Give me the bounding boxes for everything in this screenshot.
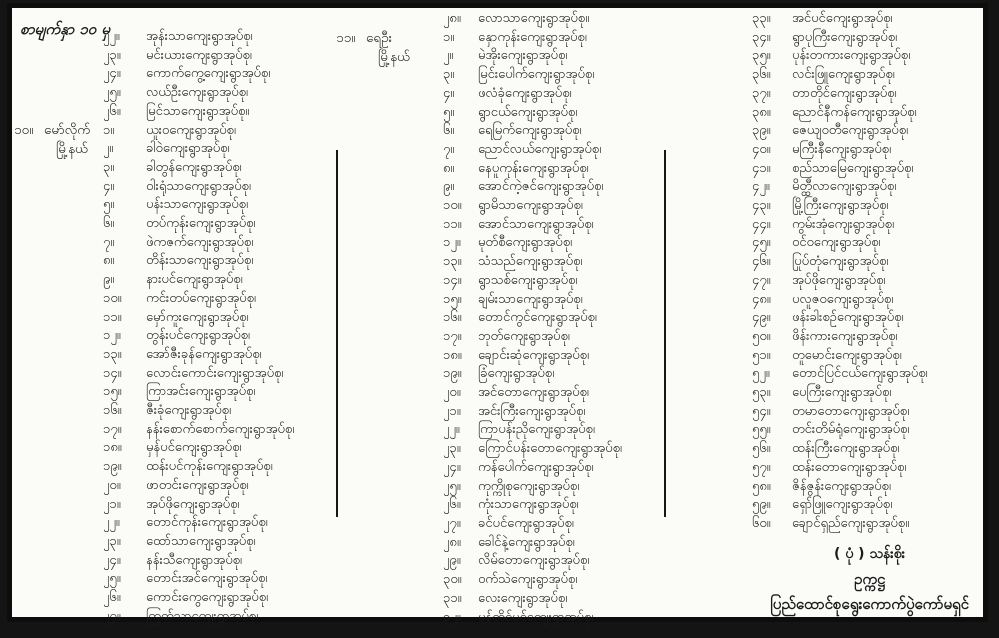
village-tract-item <box>752 403 978 422</box>
village-tract-item <box>443 291 675 310</box>
item-number: ၅၁။ <box>752 347 771 363</box>
item-number: ၁။ <box>103 122 115 138</box>
item-number: ၃၈။ <box>752 104 771 120</box>
item-number: ၄၈။ <box>752 291 771 307</box>
village-tract-item <box>443 609 675 628</box>
village-tract-item <box>103 140 329 159</box>
village-tract-item <box>443 365 675 384</box>
item-name: လင်းဖြူကျေးရွာအုပ်စု၊ <box>792 67 895 83</box>
item-name: နားပင်ကျေးရွာအုပ်စု၊ <box>146 272 243 288</box>
item-number: ၅၅။ <box>752 422 771 438</box>
item-name: တောင်ကွင်ကျေးရွာအုပ်စု၊ <box>478 310 597 326</box>
item-name: အင်တောကျေးရွာအုပ်စု၊ <box>478 385 589 401</box>
list-column-3 <box>752 10 978 534</box>
item-name: ရွာပုကြီးကျေးရွာအုပ်စု၊ <box>792 29 898 45</box>
item-number: ၉။ <box>443 179 455 195</box>
item-number: ၄၀။ <box>752 141 771 157</box>
item-name: မုန်တိုင်ပင်ကျေးရွာအုပ်စု၊ <box>478 609 594 625</box>
item-name: ကင်းတပ်ကျေးရွာအုပ်စု၊ <box>146 290 256 306</box>
item-name: ဖလံခုံကျေးရွာအုပ်စု၊ <box>478 85 572 101</box>
item-name: အုပ်ဖိုကျေးရွာအုပ်စု၊ <box>146 496 240 512</box>
page-sheet <box>7 3 988 625</box>
item-number: ၈။ <box>443 160 455 176</box>
item-name: ကြာအင်းကျေးရွာအုပ်စု၊ <box>146 384 256 400</box>
item-name: ခေါင်နဲ့ကျေးရွာအုပ်စု၊ <box>478 534 575 550</box>
item-number: ၂၂။ <box>103 515 120 531</box>
item-name: အင်ပင်ကျေးရွာအုပ်စု၊ <box>792 11 893 26</box>
item-number: ၃။ <box>103 159 115 175</box>
village-tract-item <box>752 122 978 141</box>
item-number: ၅၄။ <box>752 403 771 419</box>
village-tract-item <box>103 514 329 533</box>
village-tract-item <box>443 571 675 590</box>
signatory-name: ( ပုံ ) သန်းစိုး <box>834 546 906 562</box>
township-number: ၁၁။ <box>336 30 356 46</box>
village-tract-item <box>443 197 675 216</box>
item-name: မြင်သာကျေးရွာအုပ်စု။ <box>146 103 250 119</box>
item-name: ခါဝဲကျေးရွာအုပ်စု၊ <box>146 141 230 157</box>
village-tract-item <box>752 85 978 104</box>
item-number: ၃၀။ <box>443 572 462 588</box>
item-number: ၄၄။ <box>752 216 771 232</box>
village-tract-item <box>752 66 978 85</box>
item-number: ၂၇။ <box>103 608 121 624</box>
village-tract-item <box>752 47 978 66</box>
village-tract-item <box>752 197 978 216</box>
village-tract-item <box>443 253 675 272</box>
village-tract-item <box>443 478 675 497</box>
item-number: ၂၈။ <box>443 534 461 550</box>
village-tract-item <box>752 440 978 459</box>
item-number: ၆။ <box>103 216 115 232</box>
list-column-2 <box>443 10 675 627</box>
item-name: ယူးဝကျေးရွာအုပ်စု၊ <box>146 122 236 138</box>
item-name: ကောက်ကွေ့ကျေးရွာအုပ်စု၊ <box>146 66 271 82</box>
village-tract-item <box>103 103 329 122</box>
item-name: အင်းကြီးကျေးရွာအုပ်စု၊ <box>478 403 586 419</box>
item-name: ဝါးရုံသာကျေးရွာအုပ်စု၊ <box>146 178 251 194</box>
item-number: ၄၆။ <box>752 254 771 270</box>
item-name: လောသာကျေးရွာအုပ်စု။ <box>478 11 590 26</box>
item-name: မင်းယားကျေးရွာအုပ်စု၊ <box>146 47 252 63</box>
item-number: ၃၆။ <box>752 67 771 83</box>
item-number: ၁၀။ <box>443 198 462 214</box>
township-label-mawlaik <box>14 121 90 158</box>
village-tract-item <box>443 178 675 197</box>
item-number: ၅။ <box>443 104 455 120</box>
village-tract-item <box>752 104 978 123</box>
item-name: နှောကုန်းကျေးရွာအုပ်စု၊ <box>478 29 587 45</box>
village-tract-item <box>443 459 675 478</box>
item-number: ၁၄။ <box>443 272 462 288</box>
township-number: ၁၀။ <box>14 122 34 138</box>
item-name: တမာတောကျေးရွာအုပ်စု၊ <box>792 403 910 419</box>
village-tract-item <box>103 28 329 47</box>
item-number: ၁၅။ <box>103 384 122 400</box>
village-tract-item <box>752 478 978 497</box>
item-number: ၂၁။ <box>443 403 461 419</box>
item-name: လိမ်တောကျေးရွာအုပ်စု၊ <box>478 553 590 569</box>
item-number: ၂၂။ <box>103 29 120 44</box>
item-number: ၅။ <box>103 197 115 213</box>
village-tract-item <box>103 65 329 84</box>
item-number: ၁၆။ <box>443 310 462 326</box>
village-tract-item <box>103 309 329 328</box>
village-tract-item <box>752 347 978 366</box>
village-tract-item <box>752 515 978 534</box>
item-number: ၂၇။ <box>443 515 461 531</box>
item-name: သံသည်ကျေးရွာအုပ်စု၊ <box>478 254 583 270</box>
item-name: ဖဲကဇက်ကျေးရွာအုပ်စု၊ <box>146 234 254 250</box>
village-tract-item <box>752 234 978 253</box>
village-tract-item <box>103 47 329 66</box>
village-tract-item <box>103 178 329 197</box>
item-name: ပေကြီးကျေးရွာအုပ်စု၊ <box>792 385 892 401</box>
item-name: ဇိန်ဇွန်းကျေးရွာအုပ်စု၊ <box>792 478 891 494</box>
village-tract-item <box>103 196 329 215</box>
item-name: ဖာတင်းကျေးရွာအုပ်စု၊ <box>146 477 249 493</box>
item-name: ရွာငယ်ကျေးရွာအုပ်စု၊ <box>478 104 578 120</box>
item-number: ၂၆။ <box>103 590 121 606</box>
village-tract-item <box>752 384 978 403</box>
village-tract-item <box>103 215 329 234</box>
village-tract-item <box>752 178 978 197</box>
village-tract-item <box>443 216 675 235</box>
item-number: ၂၉။ <box>443 553 461 569</box>
village-tract-item <box>443 309 675 328</box>
item-name: ရွာသစ်ကျေးရွာအုပ်စု၊ <box>478 272 578 288</box>
item-number: ၁၀။ <box>103 290 122 306</box>
item-name: ကောင်းကွေကျေးရွာအုပ်စု၊ <box>146 590 269 606</box>
item-number: ၁၈။ <box>103 440 122 456</box>
item-name: ထန်းကြီးကျေးရွာအုပ်စု၊ <box>792 441 900 457</box>
village-tract-item <box>103 159 329 178</box>
item-number: ၂၄။ <box>103 66 121 82</box>
item-name: အောင်ကဲ့ဇင်ကျေးရွာအုပ်စု၊ <box>478 179 604 195</box>
item-number: ၂၅။ <box>103 571 121 587</box>
village-tract-item <box>443 104 675 123</box>
township-name: ရေဦး <box>366 30 392 46</box>
item-name: တာတိုင်ကျေးရွာအုပ်စု၊ <box>792 85 897 101</box>
item-name: မကြီးနီကျေးရွာအုပ်စု၊ <box>792 141 892 157</box>
item-number: ၁၇။ <box>443 328 462 344</box>
item-name: တောင်ကုန်းကျေးရွာအုပ်စု၊ <box>146 515 268 531</box>
item-name: ထန်းတောကျေးရွာအုပ်စု၊ <box>792 459 907 475</box>
item-name: လောင်းကောင်းကျေးရွာအုပ်စု၊ <box>146 365 284 381</box>
village-tract-item <box>443 10 675 29</box>
village-tract-item <box>443 85 675 104</box>
item-name: ဘုတ်ကျေးရွာအုပ်စု၊ <box>478 328 570 344</box>
village-tract-item <box>443 534 675 553</box>
column-divider-2 <box>664 150 666 517</box>
item-name: ကန်ပေါက်ကျေးရွာအုပ်စု၊ <box>478 459 594 475</box>
item-number: ၁၃။ <box>443 254 462 270</box>
item-number: ၁၁။ <box>103 309 122 325</box>
item-number: ၃၉။ <box>752 123 771 139</box>
item-number: ၅၀။ <box>752 328 771 344</box>
item-number: ၁၁။ <box>443 216 462 232</box>
village-tract-item <box>103 570 329 589</box>
item-number: ၃၇။ <box>752 85 771 101</box>
item-number: ၂၅။ <box>443 478 461 494</box>
item-number: ၂၃။ <box>443 441 461 457</box>
village-tract-item <box>443 66 675 85</box>
item-name: တောင်းအင်ကျေးရွာအုပ်စု၊ <box>146 571 268 587</box>
village-tract-item <box>103 608 329 627</box>
item-name: နေပူကုန်းကျေးရွာအုပ်စု၊ <box>478 160 589 176</box>
item-number: ၂၀။ <box>443 385 461 401</box>
village-tract-item <box>443 272 675 291</box>
item-number: ၁၆။ <box>103 403 122 419</box>
township-suffix: မြို့နယ် <box>56 140 89 157</box>
item-number: ၉။ <box>103 272 115 288</box>
item-name: ရှော်ဖြူကျေးရွာအုပ်စု၊ <box>792 497 893 513</box>
item-name: ဖန်းခါးစဉ်ကျေးရွာအုပ်စု၊ <box>792 310 904 326</box>
item-name: နန်းစောက်စောက်ကျေးရွာအုပ်စု၊ <box>146 421 295 437</box>
item-name: ရေမြက်ကျေးရွာအုပ်စု၊ <box>478 123 582 139</box>
item-number: ၁၅။ <box>443 291 462 307</box>
signatory-organization: ပြည်ထောင်စုရွေးကောက်ပွဲကော်မရှင် <box>770 595 969 613</box>
item-number: ၂၄။ <box>443 459 461 475</box>
item-number: ၄၁။ <box>752 160 771 176</box>
village-tract-item <box>103 496 329 515</box>
village-tract-item <box>103 477 329 496</box>
item-number: ၇။ <box>443 141 455 157</box>
item-number: ၁၄။ <box>103 365 122 381</box>
item-name: အုပ်ဖိုကျေးရွာအုပ်စု၊ <box>792 272 886 288</box>
item-number: ၂၆။ <box>443 497 461 513</box>
item-name: အော်ဇီးခုန်ကျေးရွာအုပ်စု၊ <box>146 346 262 362</box>
item-number: ၅၇။ <box>752 459 771 475</box>
item-number: ၄၉။ <box>752 310 771 326</box>
village-tract-item <box>443 141 675 160</box>
item-name: ဖိန်းကားကျေးရွာအုပ်စု၊ <box>792 328 898 344</box>
signatory-title: ဥက္ကဋ္ဌ <box>854 570 886 588</box>
item-number: ၂။ <box>443 48 454 64</box>
village-tract-item <box>103 234 329 253</box>
item-name: တွန်းပင်ကျေးရွာအုပ်စု၊ <box>146 328 250 344</box>
item-number: ၂၁။ <box>103 496 121 512</box>
village-tract-item <box>443 29 675 48</box>
list-column-1 <box>103 28 329 627</box>
village-tract-item <box>443 234 675 253</box>
item-name: ထော်သာကျေးရွာအုပ်စု၊ <box>146 533 256 549</box>
village-tract-item <box>443 496 675 515</box>
item-number: ၄၃။ <box>752 198 771 214</box>
item-number: ၁၃။ <box>103 346 122 362</box>
item-name: ဝက်သဲကျေးရွာအုပ်စု၊ <box>478 572 578 588</box>
item-number: ၄။ <box>443 85 455 101</box>
item-name: မိတ္ထီလာကျေးရွာအုပ်စု၊ <box>792 179 897 195</box>
page-continuation-note: စာမျက်နှာ ၁၀ မှ <box>20 20 111 38</box>
item-number: ၂။ <box>103 141 114 157</box>
item-name: ကြုတ်သာကျေးရွာအုပ်စု၊ <box>146 608 259 624</box>
village-tract-item <box>443 47 675 66</box>
item-number: ၄၅။ <box>752 235 771 251</box>
item-number: ၆။ <box>443 123 455 139</box>
village-tract-item <box>103 271 329 290</box>
item-name: ရွာမိသာကျေးရွာအုပ်စု၊ <box>478 198 583 214</box>
township-label-yeu <box>336 29 410 66</box>
item-name: ချောင်ရှည်ကျေးရွာအုပ်စု။ <box>792 515 910 531</box>
village-tract-item <box>443 515 675 534</box>
village-tract-item <box>103 252 329 271</box>
item-number: ၁၇။ <box>103 421 122 437</box>
item-name: ခါတွန်ကျေးရွာအုပ်စု၊ <box>146 159 242 175</box>
village-tract-item <box>103 327 329 346</box>
item-number: ၁၉။ <box>443 366 462 382</box>
item-name: မဲအိုးကျေးရွာအုပ်စု၊ <box>478 48 568 64</box>
item-name: အောင်သာကျေးရွာအုပ်စု၊ <box>478 216 594 232</box>
village-tract-item <box>103 533 329 552</box>
village-tract-item <box>443 122 675 141</box>
village-tract-item <box>752 496 978 515</box>
item-number: ၄။ <box>103 178 115 194</box>
item-number: ၂၈။ <box>443 11 461 26</box>
item-number: ၅၃။ <box>752 385 771 401</box>
village-tract-item <box>752 459 978 478</box>
item-number: ၁၂။ <box>443 235 461 251</box>
item-number: ၂၅။ <box>103 85 121 101</box>
item-number: ၂၄။ <box>103 552 121 568</box>
column-divider-1 <box>336 150 338 517</box>
village-tract-item <box>103 122 329 141</box>
village-tract-item <box>443 403 675 422</box>
item-number: ၃၃။ <box>752 11 771 26</box>
item-number: ၁၂။ <box>103 328 121 344</box>
item-name: ပလူဇဝကျေးရွာအုပ်စု၊ <box>792 291 894 307</box>
item-number: ၂၆။ <box>103 103 121 119</box>
item-number: ၄၇။ <box>752 272 771 288</box>
signature-block <box>770 541 969 616</box>
village-tract-item <box>752 309 978 328</box>
village-tract-item <box>752 10 978 29</box>
village-tract-item <box>443 328 675 347</box>
item-name: ကြောင်ပန်းတောကျေးရွာအုပ်စု၊ <box>478 441 622 457</box>
item-name: ချောင်းဆုံကျေးရွာအုပ်စု၊ <box>478 347 590 363</box>
item-name: ပုန်းတကားကျေးရွာအုပ်စု၊ <box>792 48 911 64</box>
item-name: တူမောင်းကျေးရွာအုပ်စု၊ <box>792 347 902 363</box>
village-tract-item <box>103 552 329 571</box>
village-tract-item <box>752 365 978 384</box>
village-tract-item <box>752 29 978 48</box>
item-name: အုန်းသာကျေးရွာအုပ်စု၊ <box>146 29 253 44</box>
item-name: စည်သာမြေကျေးရွာအုပ်စု၊ <box>792 160 914 176</box>
village-tract-item <box>443 384 675 403</box>
village-tract-item <box>103 589 329 608</box>
item-name: ပန်းသာကျေးရွာအုပ်စု၊ <box>146 197 249 213</box>
item-name: ခြံကျေးရွာအုပ်စု၊ <box>478 366 555 382</box>
item-name: တောင်ပြင်ငယ်ကျေးရွာအုပ်စု၊ <box>792 366 928 382</box>
item-name: မြို့ကြီးကျေးရွာအုပ်စု၊ <box>792 198 889 214</box>
item-number: ၁၈။ <box>443 347 462 363</box>
item-number: ၂၀။ <box>103 477 121 493</box>
item-name: ညောင်နီကန်ကျေးရွာအုပ်စု၊ <box>792 104 917 120</box>
item-name: လေးကျေးရွာအုပ်စု၊ <box>478 590 568 606</box>
village-tract-item <box>103 290 329 309</box>
village-tract-item <box>752 253 978 272</box>
village-tract-item <box>103 402 329 421</box>
township-suffix: မြို့နယ် <box>378 48 411 65</box>
item-name: ကွမ်းအုံကျေးရွာအုပ်စု၊ <box>792 216 895 232</box>
item-name: တပ်ကုန်းကျေးရွာအုပ်စု၊ <box>146 216 256 232</box>
item-name: လယ်ဦးကျေးရွာအုပ်စု၊ <box>146 85 248 101</box>
village-tract-item <box>752 421 978 440</box>
item-number: ၅၉။ <box>752 497 771 513</box>
item-number: ၃၅။ <box>752 48 771 64</box>
village-tract-item <box>752 272 978 291</box>
item-name: ချမ်းသာကျေးရွာအုပ်စု၊ <box>478 291 583 307</box>
item-name: မှန်ပင်ကျေးရွာအုပ်စု၊ <box>146 440 242 456</box>
item-number: ၅၆။ <box>752 441 771 457</box>
item-name: ကုံးသာကျေးရွာအုပ်စု၊ <box>478 497 579 513</box>
village-tract-item <box>103 346 329 365</box>
item-number: ၁။ <box>443 29 455 45</box>
item-number: ၅၂။ <box>752 366 770 382</box>
village-tract-item <box>443 590 675 609</box>
item-number: ၁၉။ <box>103 459 122 475</box>
item-name: ကြာပန်းညိုကျေးရွာအုပ်စု၊ <box>478 422 595 438</box>
item-name: မှော်ကူးကျေးရွာအုပ်စု၊ <box>146 309 249 325</box>
item-number: ၃၄။ <box>752 29 771 45</box>
item-number: ၈။ <box>103 253 115 269</box>
item-number: ၂၃။ <box>103 533 121 549</box>
item-name: ဝင်ဝကျေးရွာအုပ်စု၊ <box>792 235 881 251</box>
item-number: ၃၂။ <box>443 609 461 625</box>
village-tract-item <box>103 458 329 477</box>
item-name: တင်းတိမ်ရုံကျေးရွာအုပ်စု၊ <box>792 422 910 438</box>
item-name: မုတ်စီကျေးရွာအုပ်စု၊ <box>478 235 573 251</box>
village-tract-item <box>752 160 978 179</box>
village-tract-item <box>103 421 329 440</box>
village-tract-item <box>103 84 329 103</box>
village-tract-item <box>443 440 675 459</box>
village-tract-item <box>443 421 675 440</box>
village-tract-item <box>752 141 978 160</box>
item-number: ၂၂။ <box>443 422 460 438</box>
item-name: ပြုပ်တုံကျေးရွာအုပ်စု၊ <box>792 254 889 270</box>
village-tract-item <box>443 160 675 179</box>
village-tract-item <box>443 552 675 571</box>
item-name: မြင်းပေါက်ကျေးရွာအုပ်စု၊ <box>478 67 595 83</box>
item-name: နန်းသီကျေးရွာအုပ်စု၊ <box>146 552 242 568</box>
item-name: ညောင်လယ်ကျေးရွာအုပ်စု၊ <box>478 141 602 157</box>
item-number: ၄၂။ <box>752 179 770 195</box>
item-number: ၇။ <box>103 234 115 250</box>
village-tract-item <box>752 216 978 235</box>
item-name: ထန်းပင်ကုန်းကျေးရွာအုပ်စု၊ <box>146 459 273 475</box>
item-name: ခင်ပင်ကျေးရွာအုပ်စု၊ <box>478 515 574 531</box>
item-number: ၃။ <box>443 67 455 83</box>
village-tract-item <box>103 383 329 402</box>
item-number: ၆၀။ <box>752 515 771 531</box>
township-name: မော်လိုက် <box>44 122 91 138</box>
village-tract-item <box>443 347 675 366</box>
item-name: ကုက္ကိုစုကျေးရွာအုပ်စု၊ <box>478 478 580 494</box>
village-tract-item <box>752 328 978 347</box>
item-name: ဇေယျဝတီကျေးရွာအုပ်စု၊ <box>792 123 909 139</box>
item-number: ၅၈။ <box>752 478 771 494</box>
village-tract-item <box>103 439 329 458</box>
village-tract-item <box>103 365 329 384</box>
item-name: ဇီးခုံကျေးရွာအုပ်စု၊ <box>146 403 232 419</box>
item-number: ၃၁။ <box>443 590 462 606</box>
item-name: တိန်းသာကျေးရွာအုပ်စု၊ <box>146 253 254 269</box>
item-number: ၂၃။ <box>103 47 121 63</box>
village-tract-item <box>752 291 978 310</box>
